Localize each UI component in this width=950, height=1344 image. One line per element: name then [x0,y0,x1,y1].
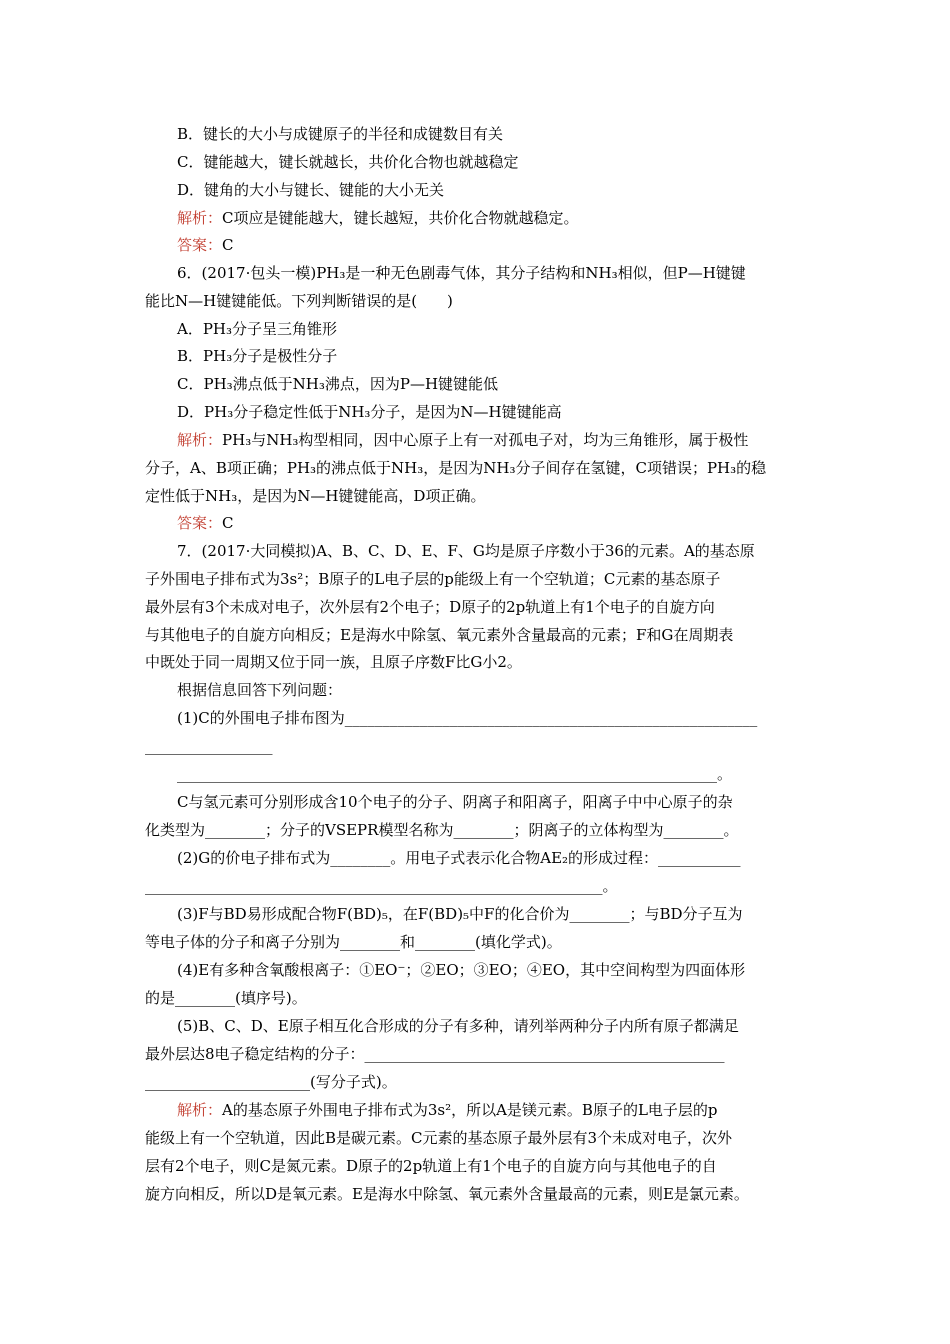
q7-part1-line2: _________________ [145,737,273,755]
q7-stem-line2: 子外围电子排布式为3s²；B原子的L电子层的p能级上有一个空轨道；C元素的基态原子 [145,570,721,588]
answer-label: 答案： [177,514,223,532]
q7-part3-line2: 等电子体的分子和离子分别为________和________(填化学式)。 [145,933,562,951]
q7-analysis-line1 [177,1100,718,1120]
q7-analysis-line4: 旋方向相反，所以D是氧元素。E是海水中除氢、氧元素外含量最高的元素，则E是氯元素。 [145,1185,749,1203]
q7-analysis-line3: 层有2个电子，则C是氮元素。D原子的2p轨道上有1个电子的自旋方向与其他电子的自 [145,1157,717,1175]
q5-option-d: D．键角的大小与键长、键能的大小无关 [177,181,445,199]
q5-option-b: B．键长的大小与成键原子的半径和成键数目有关 [177,125,504,143]
q6-option-d: D．PH₃分子稳定性低于NH₃分子，是因为N—H键键能高 [177,403,562,421]
q5-option-c: C．键能越大，键长就越长，共价化合物也就越稳定 [177,153,519,171]
q7-part3-line1: (3)F与BD易形成配合物F(BD)₅，在F(BD)₅中F的化合价为________；与BD分子互为 [177,905,743,923]
q7-part2-line1: (2)G的价电子排布式为________。用电子式表示化合物AE₂的形成过程：___________ [177,849,741,867]
q7-part4-line1: (4)E有多种含氧酸根离子：①EO⁻；②EO；③EO；④EO，其中空间构型为四面体形 [177,961,746,979]
q5-answer [177,235,234,255]
q7-stem-line5: 中既处于同一周期又位于同一族，且原子序数F比G小2。 [145,653,522,671]
q6-option-c: C．PH₃沸点低于NH₃沸点，因为P—H键键能低 [177,375,499,393]
q7-part5-line2: 最外层达8电子稳定结构的分子：________________________________________________ [145,1045,725,1063]
analysis-label: 解析： [177,431,223,449]
q7-part1-line5: 化类型为________；分子的VSEPR模型名称为________；阴离子的立体构型为________。 [145,821,739,839]
analysis-text: A的基态原子外围电子排布式为3s²，所以A是镁元素。B原子的L电子层的p [222,1101,718,1119]
answer-value: C [222,236,234,254]
q6-analysis-line2: 分子，A、B项正确；PH₃的沸点低于NH₃，是因为NH₃分子间存在氢键，C项错误；PH₃的稳 [145,459,767,477]
q6-analysis-line1 [177,430,748,450]
answer-label: 答案： [177,236,223,254]
q7-analysis-line2: 能级上有一个空轨道，因此B是碳元素。C元素的基态原子最外层有3个未成对电子，次外 [145,1129,733,1147]
analysis-text: C项应是键能越大，键长越短，共价化合物就越稳定。 [222,209,579,227]
analysis-label: 解析： [177,1101,223,1119]
analysis-label: 解析： [177,209,223,227]
answer-value: C [222,514,234,532]
q7-part1-line1: (1)C的外围电子排布图为_______________________________________________________ [177,709,758,727]
q6-option-b: B．PH₃分子是极性分子 [177,347,338,365]
q7-prompt: 根据信息回答下列问题： [177,681,343,699]
q7-stem-line3: 最外层有3个未成对电子，次外层有2个电子；D原子的2p轨道上有1个电子的自旋方向 [145,598,715,616]
q6-analysis-line3: 定性低于NH₃，是因为N—H键键能高，D项正确。 [145,487,486,505]
q5-analysis [177,208,579,228]
analysis-text: PH₃与NH₃构型相同，因中心原子上有一对孤电子对，均为三角锥形，属于极性 [222,431,749,449]
q7-stem-line4: 与其他电子的自旋方向相反；E是海水中除氢、氧元素外含量最高的元素；F和G在周期表 [145,626,734,644]
q7-part1-line4: C与氢元素可分别形成含10个电子的分子、阴离子和阳离子，阳离子中中心原子的杂 [177,793,733,811]
q7-part2-line2: _____________________________________________________________。 [145,877,618,895]
q7-part1-line3: ________________________________________________________________________。 [177,765,733,783]
q7-part5-line3: ______________________(写分子式)。 [145,1073,397,1091]
q6-stem-line1: 6．(2017·包头一模)PH₃是一种无色剧毒气体，其分子结构和NH₃相似，但P—H键键 [177,264,746,282]
q7-stem-line1: 7．(2017·大同模拟)A、B、C、D、E、F、G均是原子序数小于36的元素。A的基态原 [177,542,755,560]
q6-option-a: A．PH₃分子呈三角锥形 [177,320,338,338]
q7-part4-line2: 的是________(填序号)。 [145,989,307,1007]
q7-part5-line1: (5)B、C、D、E原子相互化合形成的分子有多种，请列举两种分子内所有原子都满足 [177,1017,739,1035]
q6-answer [177,513,234,533]
q6-stem-line2: 能比N—H键键能低。下列判断错误的是( ) [145,292,453,310]
